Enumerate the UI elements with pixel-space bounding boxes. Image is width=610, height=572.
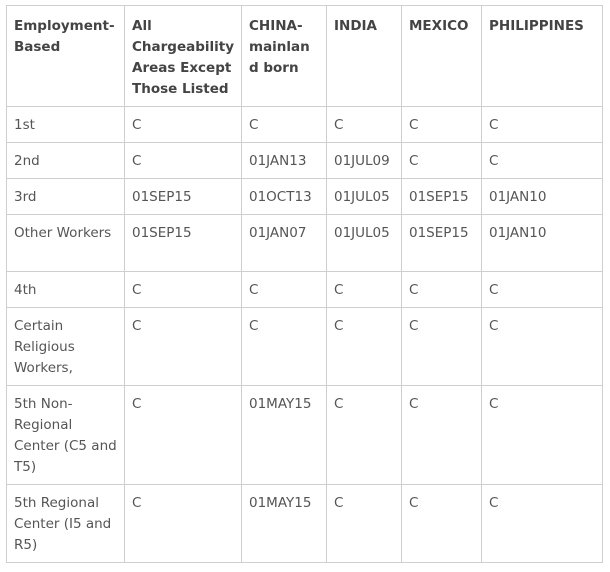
cell-china: 01JAN07 [242, 215, 327, 272]
row-category: Other Workers [7, 215, 125, 272]
cell-philippines: C [482, 386, 603, 485]
cell-china: C [242, 107, 327, 143]
cell-mexico: C [402, 107, 482, 143]
cell-all-chargeability: C [125, 107, 242, 143]
cell-all-chargeability: C [125, 308, 242, 386]
cell-all-chargeability: C [125, 386, 242, 485]
cell-all-chargeability: C [125, 485, 242, 563]
cell-china: 01MAY15 [242, 485, 327, 563]
cell-india: C [327, 485, 402, 563]
row-category: Certain Religious Workers, [7, 308, 125, 386]
cell-philippines: C [482, 485, 603, 563]
visa-bulletin-table [6, 5, 603, 563]
cell-china: 01MAY15 [242, 386, 327, 485]
table-row [7, 107, 603, 143]
cell-india: 01JUL05 [327, 215, 402, 272]
cell-mexico: C [402, 386, 482, 485]
cell-philippines: 01JAN10 [482, 215, 603, 272]
cell-mexico: C [402, 308, 482, 386]
cell-mexico: C [402, 485, 482, 563]
table-header-row [7, 6, 603, 107]
table-row [7, 179, 603, 215]
cell-mexico: C [402, 143, 482, 179]
cell-philippines: C [482, 107, 603, 143]
header-employment-based: Employment-Based [7, 6, 125, 107]
header-china: CHINA-mainland born [242, 6, 327, 107]
cell-mexico: C [402, 272, 482, 308]
header-mexico: MEXICO [402, 6, 482, 107]
cell-india: C [327, 308, 402, 386]
table-row [7, 386, 603, 485]
cell-all-chargeability: C [125, 143, 242, 179]
cell-philippines: 01JAN10 [482, 179, 603, 215]
table-row [7, 485, 603, 563]
header-india: INDIA [327, 6, 402, 107]
row-category: 5th Regional Center (I5 and R5) [7, 485, 125, 563]
row-category: 4th [7, 272, 125, 308]
table-row [7, 272, 603, 308]
cell-philippines: C [482, 308, 603, 386]
row-category: 5th Non-Regional Center (C5 and T5) [7, 386, 125, 485]
cell-china: C [242, 272, 327, 308]
table-row [7, 143, 603, 179]
cell-india: 01JUL05 [327, 179, 402, 215]
cell-india: 01JUL09 [327, 143, 402, 179]
cell-india: C [327, 107, 402, 143]
cell-all-chargeability: C [125, 272, 242, 308]
cell-china: C [242, 308, 327, 386]
cell-philippines: C [482, 272, 603, 308]
row-category: 3rd [7, 179, 125, 215]
cell-all-chargeability: 01SEP15 [125, 179, 242, 215]
table-row [7, 308, 603, 386]
cell-philippines: C [482, 143, 603, 179]
cell-india: C [327, 272, 402, 308]
cell-mexico: 01SEP15 [402, 215, 482, 272]
cell-mexico: 01SEP15 [402, 179, 482, 215]
header-all-chargeability: All Chargeability Areas Except Those Listed [125, 6, 242, 107]
cell-china: 01OCT13 [242, 179, 327, 215]
table-row [7, 215, 603, 272]
row-category: 1st [7, 107, 125, 143]
cell-china: 01JAN13 [242, 143, 327, 179]
cell-all-chargeability: 01SEP15 [125, 215, 242, 272]
row-category: 2nd [7, 143, 125, 179]
cell-india: C [327, 386, 402, 485]
header-philippines: PHILIPPINES [482, 6, 603, 107]
